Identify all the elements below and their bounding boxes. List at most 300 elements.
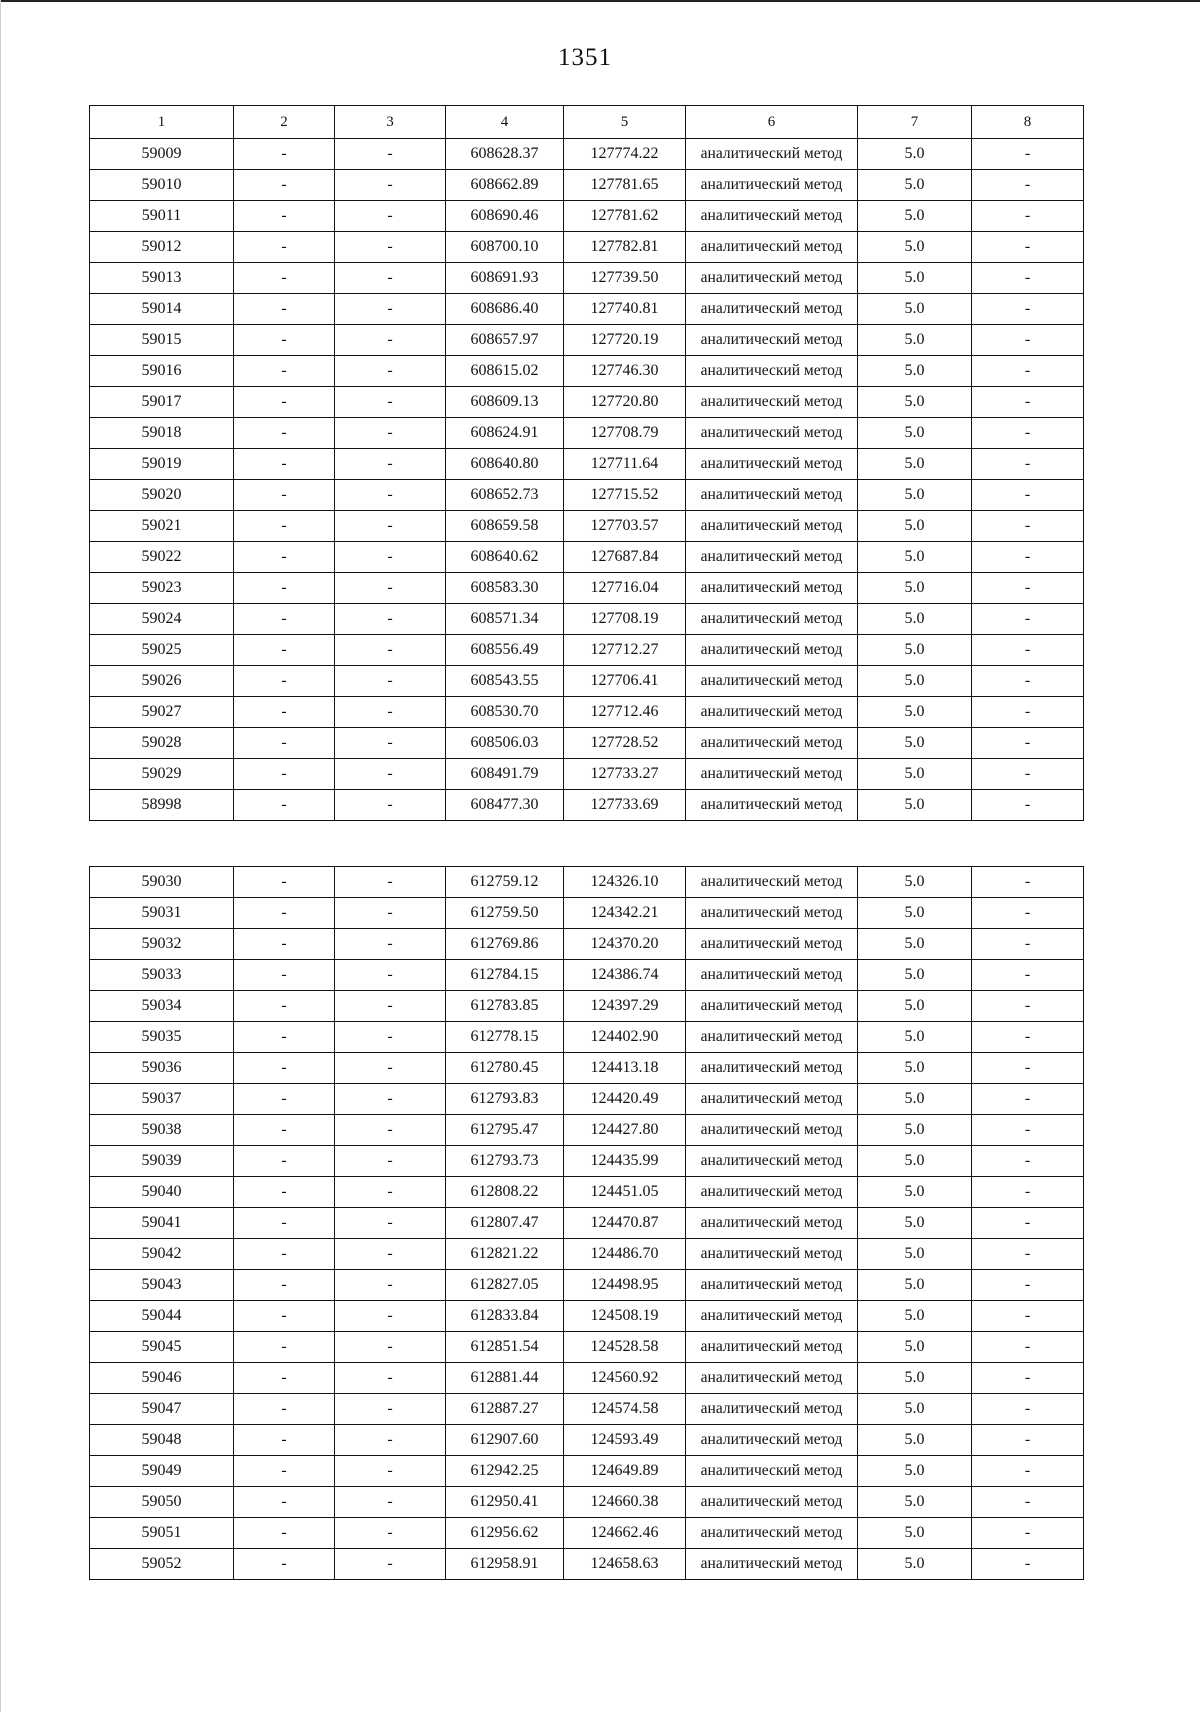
table-body xyxy=(90,106,1084,821)
method-cell: аналитический метод xyxy=(686,1425,858,1456)
col-3-cell: - xyxy=(335,1425,446,1456)
coordinates-table-2 xyxy=(89,866,1084,1580)
col-3-cell: - xyxy=(335,201,446,232)
method-cell: аналитический метод xyxy=(686,325,858,356)
y-coordinate-cell: 124508.19 xyxy=(564,1301,686,1332)
method-cell: аналитический метод xyxy=(686,1022,858,1053)
y-coordinate-cell: 127720.80 xyxy=(564,387,686,418)
y-coordinate-cell: 127711.64 xyxy=(564,449,686,480)
method-cell: аналитический метод xyxy=(686,170,858,201)
point-number-cell: 59040 xyxy=(90,1177,234,1208)
table-row xyxy=(90,728,1084,759)
col-8-cell: - xyxy=(972,356,1084,387)
table-row xyxy=(90,898,1084,929)
table-row xyxy=(90,573,1084,604)
method-cell: аналитический метод xyxy=(686,929,858,960)
y-coordinate-cell: 124451.05 xyxy=(564,1177,686,1208)
x-coordinate-cell: 608583.30 xyxy=(446,573,564,604)
col-8-cell: - xyxy=(972,991,1084,1022)
col-2-cell: - xyxy=(234,759,335,790)
table-row xyxy=(90,697,1084,728)
y-coordinate-cell: 127712.46 xyxy=(564,697,686,728)
x-coordinate-cell: 612887.27 xyxy=(446,1394,564,1425)
accuracy-cell: 5.0 xyxy=(858,898,972,929)
page-number: 1351 xyxy=(558,44,612,71)
accuracy-cell: 5.0 xyxy=(858,325,972,356)
x-coordinate-cell: 612958.91 xyxy=(446,1549,564,1580)
table-row xyxy=(90,294,1084,325)
accuracy-cell: 5.0 xyxy=(858,232,972,263)
x-coordinate-cell: 608657.97 xyxy=(446,325,564,356)
y-coordinate-cell: 127720.19 xyxy=(564,325,686,356)
point-number-cell: 59045 xyxy=(90,1332,234,1363)
x-coordinate-cell: 608640.62 xyxy=(446,542,564,573)
y-coordinate-cell: 127716.04 xyxy=(564,573,686,604)
accuracy-cell: 5.0 xyxy=(858,759,972,790)
x-coordinate-cell: 612881.44 xyxy=(446,1363,564,1394)
col-8-cell: - xyxy=(972,1549,1084,1580)
col-8-cell: - xyxy=(972,542,1084,573)
method-cell: аналитический метод xyxy=(686,1208,858,1239)
table-row xyxy=(90,1332,1084,1363)
col-3-cell: - xyxy=(335,263,446,294)
col-3-cell: - xyxy=(335,170,446,201)
method-cell: аналитический метод xyxy=(686,1518,858,1549)
col-2-cell: - xyxy=(234,387,335,418)
col-3-cell: - xyxy=(335,1053,446,1084)
col-3-cell: - xyxy=(335,790,446,821)
table-row xyxy=(90,991,1084,1022)
accuracy-cell: 5.0 xyxy=(858,480,972,511)
y-coordinate-cell: 124470.87 xyxy=(564,1208,686,1239)
y-coordinate-cell: 127781.62 xyxy=(564,201,686,232)
accuracy-cell: 5.0 xyxy=(858,356,972,387)
col-2-cell: - xyxy=(234,511,335,542)
x-coordinate-cell: 608571.34 xyxy=(446,604,564,635)
accuracy-cell: 5.0 xyxy=(858,542,972,573)
col-2-cell: - xyxy=(234,573,335,604)
accuracy-cell: 5.0 xyxy=(858,294,972,325)
point-number-cell: 59026 xyxy=(90,666,234,697)
col-3-cell: - xyxy=(335,991,446,1022)
table-row xyxy=(90,1394,1084,1425)
x-coordinate-cell: 608690.46 xyxy=(446,201,564,232)
method-cell: аналитический метод xyxy=(686,1053,858,1084)
point-number-cell: 59044 xyxy=(90,1301,234,1332)
y-coordinate-cell: 124486.70 xyxy=(564,1239,686,1270)
table-row xyxy=(90,1053,1084,1084)
method-cell: аналитический метод xyxy=(686,1363,858,1394)
y-coordinate-cell: 124402.90 xyxy=(564,1022,686,1053)
col-8-cell: - xyxy=(972,387,1084,418)
x-coordinate-cell: 608543.55 xyxy=(446,666,564,697)
col-2-cell: - xyxy=(234,356,335,387)
y-coordinate-cell: 124435.99 xyxy=(564,1146,686,1177)
col-3-cell: - xyxy=(335,1084,446,1115)
table-row xyxy=(90,325,1084,356)
accuracy-cell: 5.0 xyxy=(858,1487,972,1518)
col-2-cell: - xyxy=(234,1053,335,1084)
col-3-cell: - xyxy=(335,867,446,898)
col-8-cell: - xyxy=(972,1022,1084,1053)
accuracy-cell: 5.0 xyxy=(858,867,972,898)
x-coordinate-cell: 608491.79 xyxy=(446,759,564,790)
col-2-cell: - xyxy=(234,697,335,728)
col-2-cell: - xyxy=(234,325,335,356)
table-row xyxy=(90,170,1084,201)
col-3-cell: - xyxy=(335,929,446,960)
point-number-cell: 59012 xyxy=(90,232,234,263)
col-8-cell: - xyxy=(972,139,1084,170)
table-row xyxy=(90,1208,1084,1239)
col-3-cell: - xyxy=(335,1549,446,1580)
point-number-cell: 59015 xyxy=(90,325,234,356)
y-coordinate-cell: 124574.58 xyxy=(564,1394,686,1425)
point-number-cell: 59009 xyxy=(90,139,234,170)
x-coordinate-cell: 608628.37 xyxy=(446,139,564,170)
col-2-cell: - xyxy=(234,1518,335,1549)
table-row xyxy=(90,1270,1084,1301)
col-3-cell: - xyxy=(335,604,446,635)
point-number-cell: 59018 xyxy=(90,418,234,449)
x-coordinate-cell: 612821.22 xyxy=(446,1239,564,1270)
accuracy-cell: 5.0 xyxy=(858,511,972,542)
method-cell: аналитический метод xyxy=(686,604,858,635)
accuracy-cell: 5.0 xyxy=(858,1084,972,1115)
x-coordinate-cell: 608506.03 xyxy=(446,728,564,759)
table-row xyxy=(90,790,1084,821)
col-3-cell: - xyxy=(335,666,446,697)
col-3-cell: - xyxy=(335,759,446,790)
accuracy-cell: 5.0 xyxy=(858,1425,972,1456)
x-coordinate-cell: 612784.15 xyxy=(446,960,564,991)
table-row xyxy=(90,1487,1084,1518)
col-8-cell: - xyxy=(972,1115,1084,1146)
col-2-cell: - xyxy=(234,232,335,263)
col-2-cell: - xyxy=(234,1208,335,1239)
y-coordinate-cell: 127687.84 xyxy=(564,542,686,573)
point-number-cell: 59034 xyxy=(90,991,234,1022)
point-number-cell: 59027 xyxy=(90,697,234,728)
point-number-cell: 59019 xyxy=(90,449,234,480)
method-cell: аналитический метод xyxy=(686,232,858,263)
accuracy-cell: 5.0 xyxy=(858,635,972,666)
col-8-cell: - xyxy=(972,929,1084,960)
x-coordinate-cell: 608477.30 xyxy=(446,790,564,821)
table-row xyxy=(90,232,1084,263)
accuracy-cell: 5.0 xyxy=(858,1363,972,1394)
col-3-cell: - xyxy=(335,697,446,728)
point-number-cell: 59046 xyxy=(90,1363,234,1394)
method-cell: аналитический метод xyxy=(686,1301,858,1332)
method-cell: аналитический метод xyxy=(686,1549,858,1580)
method-cell: аналитический метод xyxy=(686,867,858,898)
x-coordinate-cell: 608556.49 xyxy=(446,635,564,666)
method-cell: аналитический метод xyxy=(686,1332,858,1363)
col-8-cell: - xyxy=(972,294,1084,325)
x-coordinate-cell: 608652.73 xyxy=(446,480,564,511)
y-coordinate-cell: 124413.18 xyxy=(564,1053,686,1084)
col-8-cell: - xyxy=(972,1425,1084,1456)
y-coordinate-cell: 124658.63 xyxy=(564,1549,686,1580)
col-3-cell: - xyxy=(335,898,446,929)
accuracy-cell: 5.0 xyxy=(858,263,972,294)
col-8-cell: - xyxy=(972,511,1084,542)
col-3-cell: - xyxy=(335,1456,446,1487)
accuracy-cell: 5.0 xyxy=(858,1115,972,1146)
col-2-cell: - xyxy=(234,1301,335,1332)
col-8-cell: - xyxy=(972,898,1084,929)
col-8-cell: - xyxy=(972,1053,1084,1084)
x-coordinate-cell: 612956.62 xyxy=(446,1518,564,1549)
col-3-cell: - xyxy=(335,1332,446,1363)
col-2-cell: - xyxy=(234,867,335,898)
point-number-cell: 59014 xyxy=(90,294,234,325)
method-cell: аналитический метод xyxy=(686,201,858,232)
header-cell-2: 2 xyxy=(234,106,335,139)
x-coordinate-cell: 608659.58 xyxy=(446,511,564,542)
col-8-cell: - xyxy=(972,480,1084,511)
table-row xyxy=(90,929,1084,960)
table-row xyxy=(90,1022,1084,1053)
x-coordinate-cell: 608615.02 xyxy=(446,356,564,387)
method-cell: аналитический метод xyxy=(686,697,858,728)
x-coordinate-cell: 612942.25 xyxy=(446,1456,564,1487)
col-3-cell: - xyxy=(335,728,446,759)
col-2-cell: - xyxy=(234,170,335,201)
x-coordinate-cell: 608700.10 xyxy=(446,232,564,263)
col-3-cell: - xyxy=(335,1518,446,1549)
col-3-cell: - xyxy=(335,418,446,449)
col-8-cell: - xyxy=(972,1456,1084,1487)
col-3-cell: - xyxy=(335,139,446,170)
table-row xyxy=(90,635,1084,666)
method-cell: аналитический метод xyxy=(686,1239,858,1270)
point-number-cell: 59037 xyxy=(90,1084,234,1115)
col-2-cell: - xyxy=(234,294,335,325)
col-8-cell: - xyxy=(972,1208,1084,1239)
method-cell: аналитический метод xyxy=(686,790,858,821)
accuracy-cell: 5.0 xyxy=(858,449,972,480)
col-3-cell: - xyxy=(335,480,446,511)
method-cell: аналитический метод xyxy=(686,1394,858,1425)
y-coordinate-cell: 124528.58 xyxy=(564,1332,686,1363)
col-3-cell: - xyxy=(335,573,446,604)
header-cell-3: 3 xyxy=(335,106,446,139)
accuracy-cell: 5.0 xyxy=(858,728,972,759)
table-row xyxy=(90,759,1084,790)
table-row xyxy=(90,1456,1084,1487)
accuracy-cell: 5.0 xyxy=(858,929,972,960)
point-number-cell: 59047 xyxy=(90,1394,234,1425)
y-coordinate-cell: 127733.27 xyxy=(564,759,686,790)
coordinates-table-1 xyxy=(89,105,1084,821)
point-number-cell: 59051 xyxy=(90,1518,234,1549)
x-coordinate-cell: 608640.80 xyxy=(446,449,564,480)
col-8-cell: - xyxy=(972,1487,1084,1518)
table-row xyxy=(90,960,1084,991)
table-row xyxy=(90,511,1084,542)
accuracy-cell: 5.0 xyxy=(858,1022,972,1053)
accuracy-cell: 5.0 xyxy=(858,604,972,635)
method-cell: аналитический метод xyxy=(686,759,858,790)
col-2-cell: - xyxy=(234,542,335,573)
col-3-cell: - xyxy=(335,294,446,325)
x-coordinate-cell: 612907.60 xyxy=(446,1425,564,1456)
y-coordinate-cell: 124560.92 xyxy=(564,1363,686,1394)
col-2-cell: - xyxy=(234,1425,335,1456)
x-coordinate-cell: 612778.15 xyxy=(446,1022,564,1053)
col-3-cell: - xyxy=(335,356,446,387)
col-2-cell: - xyxy=(234,790,335,821)
col-8-cell: - xyxy=(972,759,1084,790)
accuracy-cell: 5.0 xyxy=(858,201,972,232)
y-coordinate-cell: 127708.19 xyxy=(564,604,686,635)
point-number-cell: 59017 xyxy=(90,387,234,418)
col-3-cell: - xyxy=(335,1208,446,1239)
col-8-cell: - xyxy=(972,449,1084,480)
col-8-cell: - xyxy=(972,666,1084,697)
point-number-cell: 59020 xyxy=(90,480,234,511)
col-2-cell: - xyxy=(234,1549,335,1580)
accuracy-cell: 5.0 xyxy=(858,666,972,697)
col-8-cell: - xyxy=(972,1518,1084,1549)
table-row xyxy=(90,1146,1084,1177)
x-coordinate-cell: 608686.40 xyxy=(446,294,564,325)
x-coordinate-cell: 608530.70 xyxy=(446,697,564,728)
method-cell: аналитический метод xyxy=(686,1084,858,1115)
method-cell: аналитический метод xyxy=(686,418,858,449)
col-8-cell: - xyxy=(972,1270,1084,1301)
header-cell-7: 7 xyxy=(858,106,972,139)
method-cell: аналитический метод xyxy=(686,573,858,604)
col-2-cell: - xyxy=(234,929,335,960)
method-cell: аналитический метод xyxy=(686,356,858,387)
col-2-cell: - xyxy=(234,449,335,480)
col-8-cell: - xyxy=(972,573,1084,604)
accuracy-cell: 5.0 xyxy=(858,573,972,604)
col-2-cell: - xyxy=(234,1270,335,1301)
col-2-cell: - xyxy=(234,480,335,511)
point-number-cell: 59048 xyxy=(90,1425,234,1456)
x-coordinate-cell: 608624.91 xyxy=(446,418,564,449)
point-number-cell: 59030 xyxy=(90,867,234,898)
point-number-cell: 58998 xyxy=(90,790,234,821)
col-8-cell: - xyxy=(972,960,1084,991)
x-coordinate-cell: 612950.41 xyxy=(446,1487,564,1518)
method-cell: аналитический метод xyxy=(686,1177,858,1208)
point-number-cell: 59035 xyxy=(90,1022,234,1053)
point-number-cell: 59032 xyxy=(90,929,234,960)
table-row xyxy=(90,1518,1084,1549)
y-coordinate-cell: 124342.21 xyxy=(564,898,686,929)
point-number-cell: 59052 xyxy=(90,1549,234,1580)
point-number-cell: 59049 xyxy=(90,1456,234,1487)
point-number-cell: 59029 xyxy=(90,759,234,790)
table-row xyxy=(90,1363,1084,1394)
table-row xyxy=(90,263,1084,294)
x-coordinate-cell: 612793.83 xyxy=(446,1084,564,1115)
point-number-cell: 59025 xyxy=(90,635,234,666)
accuracy-cell: 5.0 xyxy=(858,790,972,821)
header-cell-1: 1 xyxy=(90,106,234,139)
table-row xyxy=(90,1177,1084,1208)
col-3-cell: - xyxy=(335,1177,446,1208)
y-coordinate-cell: 127774.22 xyxy=(564,139,686,170)
left-edge-line xyxy=(0,0,1,1712)
accuracy-cell: 5.0 xyxy=(858,1177,972,1208)
top-border-line xyxy=(0,0,1200,2)
col-3-cell: - xyxy=(335,1270,446,1301)
col-2-cell: - xyxy=(234,1239,335,1270)
x-coordinate-cell: 612780.45 xyxy=(446,1053,564,1084)
y-coordinate-cell: 127728.52 xyxy=(564,728,686,759)
y-coordinate-cell: 124420.49 xyxy=(564,1084,686,1115)
col-8-cell: - xyxy=(972,325,1084,356)
col-8-cell: - xyxy=(972,1177,1084,1208)
header-row xyxy=(90,106,1084,139)
col-8-cell: - xyxy=(972,232,1084,263)
col-2-cell: - xyxy=(234,418,335,449)
table-row xyxy=(90,542,1084,573)
point-number-cell: 59016 xyxy=(90,356,234,387)
point-number-cell: 59028 xyxy=(90,728,234,759)
point-number-cell: 59022 xyxy=(90,542,234,573)
header-cell-5: 5 xyxy=(564,106,686,139)
accuracy-cell: 5.0 xyxy=(858,1146,972,1177)
point-number-cell: 59038 xyxy=(90,1115,234,1146)
col-2-cell: - xyxy=(234,1022,335,1053)
y-coordinate-cell: 127739.50 xyxy=(564,263,686,294)
col-2-cell: - xyxy=(234,1332,335,1363)
point-number-cell: 59042 xyxy=(90,1239,234,1270)
method-cell: аналитический метод xyxy=(686,1456,858,1487)
y-coordinate-cell: 124660.38 xyxy=(564,1487,686,1518)
accuracy-cell: 5.0 xyxy=(858,1270,972,1301)
col-2-cell: - xyxy=(234,728,335,759)
col-3-cell: - xyxy=(335,1301,446,1332)
method-cell: аналитический метод xyxy=(686,449,858,480)
table-row xyxy=(90,356,1084,387)
col-3-cell: - xyxy=(335,542,446,573)
method-cell: аналитический метод xyxy=(686,728,858,759)
accuracy-cell: 5.0 xyxy=(858,1394,972,1425)
y-coordinate-cell: 124649.89 xyxy=(564,1456,686,1487)
col-2-cell: - xyxy=(234,139,335,170)
table-body xyxy=(90,867,1084,1580)
header-cell-6: 6 xyxy=(686,106,858,139)
x-coordinate-cell: 612759.12 xyxy=(446,867,564,898)
x-coordinate-cell: 612769.86 xyxy=(446,929,564,960)
y-coordinate-cell: 124498.95 xyxy=(564,1270,686,1301)
x-coordinate-cell: 612827.05 xyxy=(446,1270,564,1301)
col-8-cell: - xyxy=(972,790,1084,821)
method-cell: аналитический метод xyxy=(686,294,858,325)
y-coordinate-cell: 127703.57 xyxy=(564,511,686,542)
table-row xyxy=(90,666,1084,697)
table-row xyxy=(90,418,1084,449)
accuracy-cell: 5.0 xyxy=(858,1053,972,1084)
accuracy-cell: 5.0 xyxy=(858,170,972,201)
table-row xyxy=(90,449,1084,480)
col-2-cell: - xyxy=(234,635,335,666)
col-2-cell: - xyxy=(234,1115,335,1146)
method-cell: аналитический метод xyxy=(686,480,858,511)
x-coordinate-cell: 608662.89 xyxy=(446,170,564,201)
point-number-cell: 59033 xyxy=(90,960,234,991)
col-2-cell: - xyxy=(234,1394,335,1425)
col-8-cell: - xyxy=(972,1332,1084,1363)
